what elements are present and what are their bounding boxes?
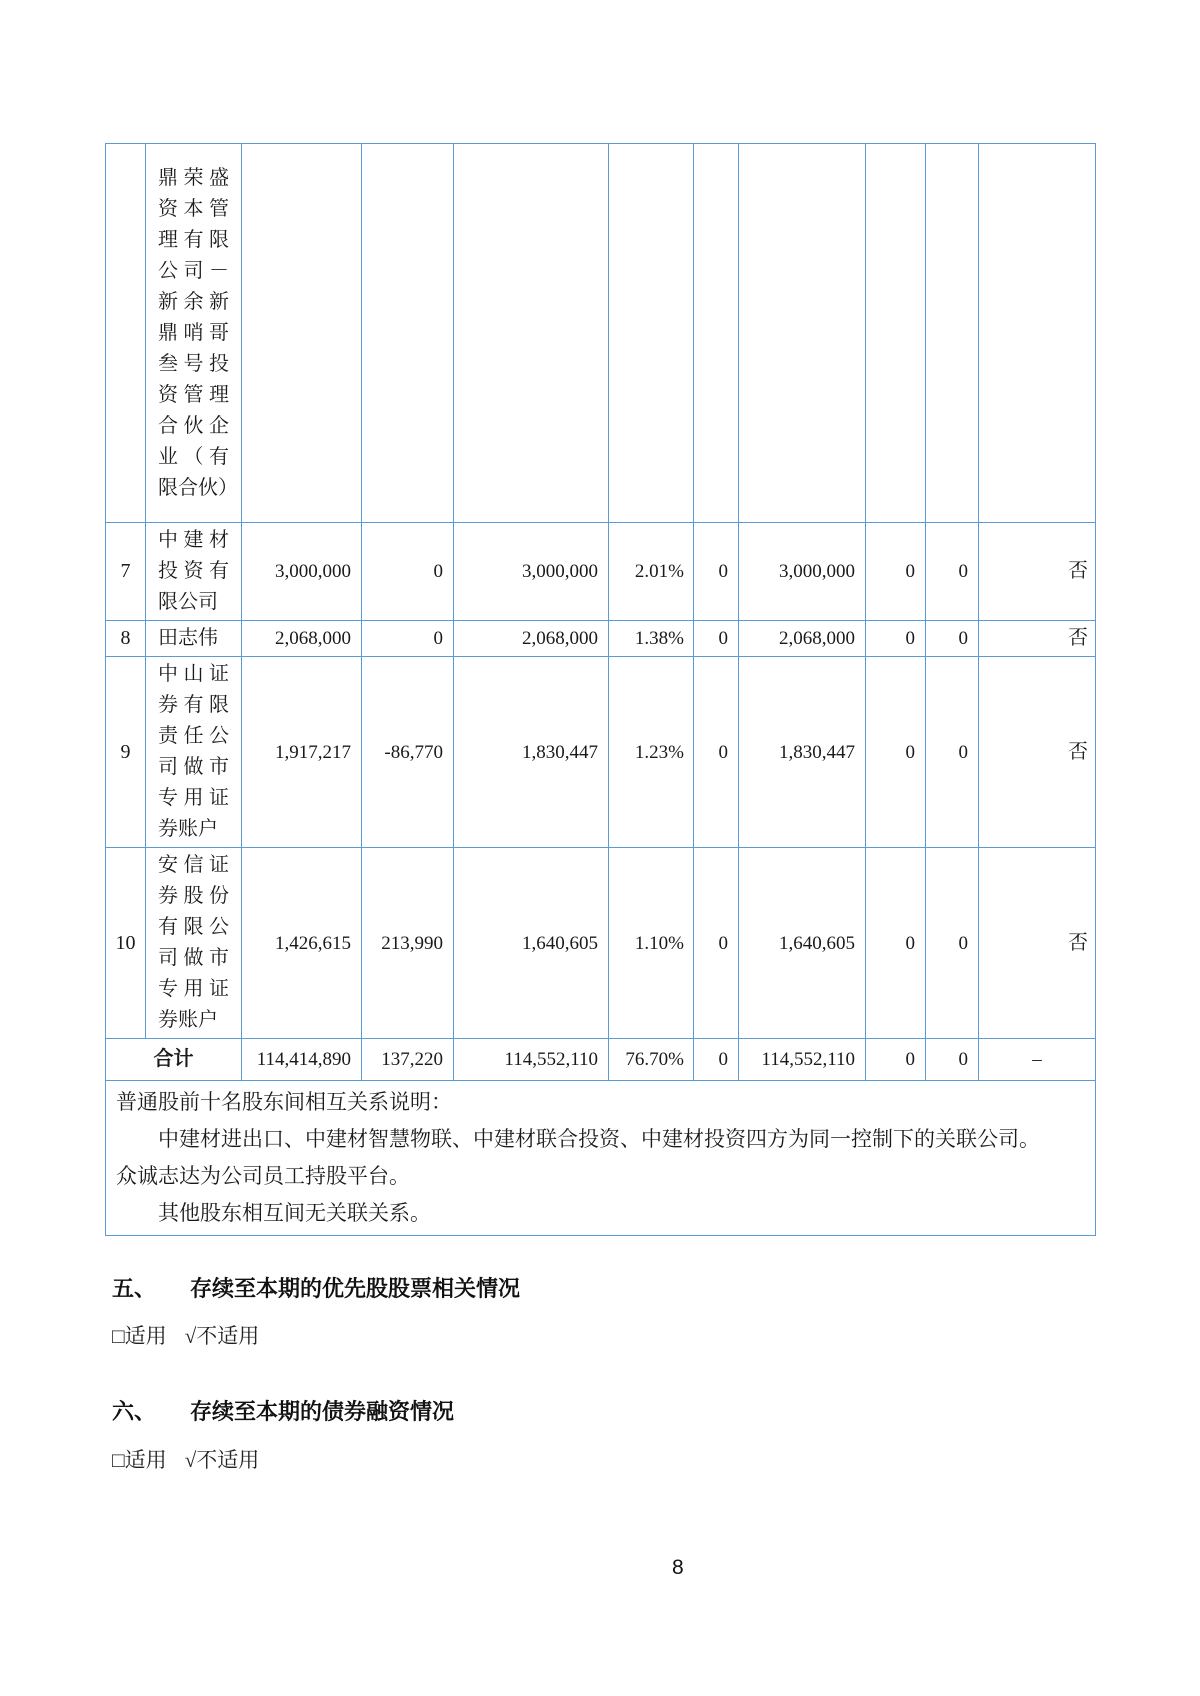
section-number: 五、 bbox=[112, 1276, 157, 1301]
ratio-cell bbox=[609, 144, 694, 523]
shares-begin-cell: 2,068,000 bbox=[242, 621, 362, 657]
col10-cell bbox=[926, 144, 979, 523]
flag-cell bbox=[979, 144, 1096, 523]
shares-end-cell: 1,830,447 bbox=[454, 657, 609, 848]
col10-cell: 0 bbox=[926, 523, 979, 621]
table-total-row bbox=[106, 1039, 1096, 1081]
section-heading-preferred-shares bbox=[112, 1272, 520, 1303]
col9-cell: 0 bbox=[866, 1039, 926, 1081]
shareholder-name-cell: 田志伟 bbox=[146, 621, 242, 657]
pledged-cell: 0 bbox=[694, 657, 739, 848]
notes-line: 其他股东相互间无关联关系。 bbox=[158, 1201, 431, 1225]
flag-cell: 否 bbox=[979, 848, 1096, 1039]
table-row bbox=[106, 848, 1096, 1039]
ratio-cell: 1.10% bbox=[609, 848, 694, 1039]
shares-begin-cell: 1,917,217 bbox=[242, 657, 362, 848]
top-shareholders-table bbox=[105, 143, 1096, 1236]
unrestricted-cell: 2,068,000 bbox=[739, 621, 866, 657]
relationship-notes-cell bbox=[106, 1081, 1096, 1236]
col9-cell: 0 bbox=[866, 621, 926, 657]
shareholder-name-cell: 中山证券有限责任公司做市专用证券账户 bbox=[146, 657, 242, 848]
col10-cell: 0 bbox=[926, 1039, 979, 1081]
shares-begin-cell: 1,426,615 bbox=[242, 848, 362, 1039]
table-row bbox=[106, 621, 1096, 657]
pledged-cell: 0 bbox=[694, 848, 739, 1039]
col10-cell: 0 bbox=[926, 621, 979, 657]
shares-end-cell: 2,068,000 bbox=[454, 621, 609, 657]
col9-cell bbox=[866, 144, 926, 523]
section-title: 存续至本期的优先股股票相关情况 bbox=[190, 1276, 521, 1301]
flag-cell: 否 bbox=[979, 523, 1096, 621]
notes-title: 普通股前十名股东间相互关系说明： bbox=[116, 1090, 452, 1114]
shares-begin-cell: 114,414,890 bbox=[242, 1039, 362, 1081]
shares-end-cell: 1,640,605 bbox=[454, 848, 609, 1039]
shares-begin-cell: 3,000,000 bbox=[242, 523, 362, 621]
ratio-cell: 1.38% bbox=[609, 621, 694, 657]
shareholder-name-cell: 鼎荣盛资本管理有限公司－新余新鼎哨哥叁号投资管理合伙企业（有限合伙） bbox=[146, 144, 242, 523]
unrestricted-cell: 1,830,447 bbox=[739, 657, 866, 848]
check-not-applicable-label: √不适用 bbox=[184, 1448, 260, 1472]
section-number: 六、 bbox=[112, 1399, 157, 1424]
shareholder-rank-cell: 8 bbox=[106, 621, 146, 657]
total-label-cell: 合计 bbox=[106, 1039, 242, 1081]
applicability-line bbox=[112, 1320, 259, 1350]
check-not-applicable-label: √不适用 bbox=[184, 1324, 260, 1348]
table-row bbox=[106, 657, 1096, 848]
unrestricted-cell bbox=[739, 144, 866, 523]
shareholder-name-cell: 中建材投资有限公司 bbox=[146, 523, 242, 621]
pledged-cell: 0 bbox=[694, 1039, 739, 1081]
shares-change-cell: -86,770 bbox=[362, 657, 454, 848]
shareholder-rank-cell: 9 bbox=[106, 657, 146, 848]
shares-change-cell: 213,990 bbox=[362, 848, 454, 1039]
pledged-cell bbox=[694, 144, 739, 523]
ratio-cell: 2.01% bbox=[609, 523, 694, 621]
pledged-cell: 0 bbox=[694, 621, 739, 657]
unrestricted-cell: 114,552,110 bbox=[739, 1039, 866, 1081]
shares-begin-cell bbox=[242, 144, 362, 523]
shares-change-cell: 0 bbox=[362, 523, 454, 621]
shares-end-cell: 114,552,110 bbox=[454, 1039, 609, 1081]
shareholder-rank-cell: 10 bbox=[106, 848, 146, 1039]
shareholder-rank-cell: 7 bbox=[106, 523, 146, 621]
notes-line: 众诚志达为公司员工持股平台。 bbox=[116, 1164, 410, 1188]
table-notes-row bbox=[106, 1081, 1096, 1236]
flag-cell: 否 bbox=[979, 621, 1096, 657]
notes-line: 中建材进出口、中建材智慧物联、中建材联合投资、中建材投资四方为同一控制下的关联公司。 bbox=[158, 1127, 1040, 1151]
col9-cell: 0 bbox=[866, 523, 926, 621]
table-row bbox=[106, 523, 1096, 621]
flag-cell: – bbox=[979, 1039, 1096, 1081]
ratio-cell: 76.70% bbox=[609, 1039, 694, 1081]
col9-cell: 0 bbox=[866, 848, 926, 1039]
section-title: 存续至本期的债券融资情况 bbox=[190, 1399, 455, 1424]
checkbox-applicable-label: □适用 bbox=[112, 1324, 167, 1348]
shares-change-cell: 0 bbox=[362, 621, 454, 657]
table-row-continued bbox=[106, 144, 1096, 523]
unrestricted-cell: 1,640,605 bbox=[739, 848, 866, 1039]
page-number: 8 bbox=[672, 1556, 684, 1579]
applicability-line bbox=[112, 1444, 259, 1474]
shareholder-name-cell: 安信证券股份有限公司做市专用证券账户 bbox=[146, 848, 242, 1039]
unrestricted-cell: 3,000,000 bbox=[739, 523, 866, 621]
section-heading-bond-financing bbox=[112, 1395, 454, 1426]
col10-cell: 0 bbox=[926, 848, 979, 1039]
flag-cell: 否 bbox=[979, 657, 1096, 848]
shares-end-cell bbox=[454, 144, 609, 523]
shares-change-cell: 137,220 bbox=[362, 1039, 454, 1081]
ratio-cell: 1.23% bbox=[609, 657, 694, 848]
checkbox-applicable-label: □适用 bbox=[112, 1448, 167, 1472]
col10-cell: 0 bbox=[926, 657, 979, 848]
shares-change-cell bbox=[362, 144, 454, 523]
shares-end-cell: 3,000,000 bbox=[454, 523, 609, 621]
shareholder-rank-cell bbox=[106, 144, 146, 523]
pledged-cell: 0 bbox=[694, 523, 739, 621]
col9-cell: 0 bbox=[866, 657, 926, 848]
